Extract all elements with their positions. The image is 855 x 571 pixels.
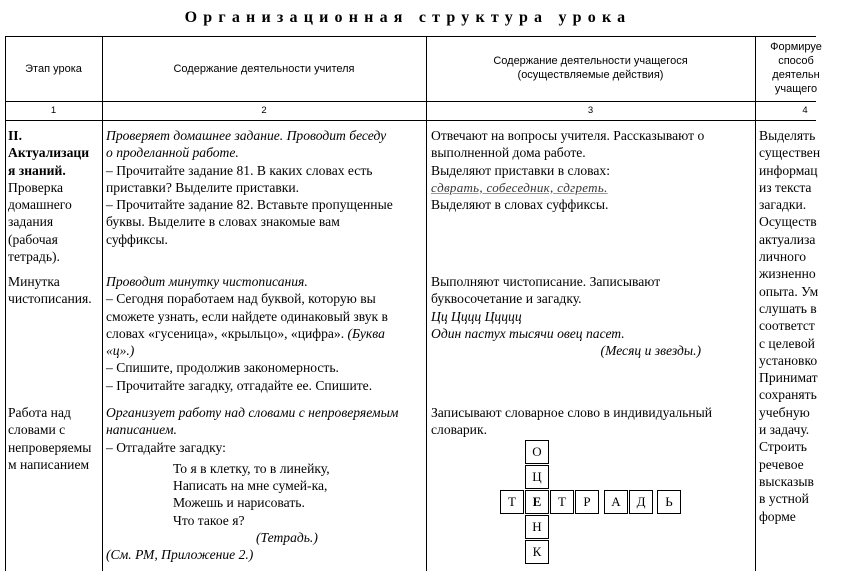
riddle-line: То я в клетку, то в линейку, (173, 460, 330, 476)
skills-line: загадки. (759, 197, 807, 213)
teacher-line: – Отгадайте загадку: (106, 439, 226, 455)
teacher-vocabulary (106, 404, 424, 564)
teacher-line: «ц».) (106, 343, 135, 359)
header-skills (756, 40, 836, 96)
teacher-line: Проверяет домашнее задание. Проводит беседу (106, 128, 387, 143)
stage-line-2: домашнего (8, 197, 72, 213)
column-divider-1 (102, 36, 103, 571)
riddle-text: Один пастух тысячи овец пасет. (431, 325, 625, 341)
handwritten-words: сдврать, собеседник, сдгреть. (431, 179, 608, 195)
student-line: буквосочетание и загадку. (431, 291, 582, 307)
crossword-cell: Ь (657, 490, 681, 514)
header-student-line2: (осуществляемые действия) (517, 69, 664, 81)
skills-line: с целевой (759, 335, 815, 351)
header-student-line1: Содержание деятельности учащегося (493, 55, 688, 67)
teacher-line: сможете узнать, если найдете одинаковый звук в (106, 308, 388, 324)
header-stage: Этап урока (25, 63, 82, 75)
stage-line-2: чистописания. (8, 291, 92, 307)
calligraphy-sample: Цц Цццц Ццццц (431, 308, 522, 324)
crossword-cell: Е (525, 490, 549, 514)
header-student (426, 54, 755, 82)
skills-line: соответст (759, 318, 815, 334)
teacher-line (106, 325, 424, 342)
teacher-line: написанием. (106, 422, 177, 438)
stage-line-5: тетрадь). (8, 249, 60, 265)
student-line: Записывают словарное слово в индивидуальный (431, 405, 713, 420)
crossword-cell: А (604, 490, 628, 514)
riddle-line: Что такое я? (173, 512, 245, 528)
student-homework (431, 127, 753, 213)
skills-line: информац (759, 162, 818, 178)
skills-line: существен (759, 145, 821, 161)
header-skills-line4: учащего (774, 83, 818, 95)
riddle-answer: (Тетрадь.) (256, 530, 318, 546)
student-vocabulary (431, 404, 753, 439)
riddle-line: Можешь и нарисовать. (173, 495, 305, 511)
teacher-line: – Прочитайте задание 81. В каких словах есть (106, 162, 373, 178)
stage-vocabulary (8, 404, 102, 473)
table-border-left (5, 36, 6, 571)
reference-note: (См. РМ, Приложение 2.) (106, 547, 254, 563)
skills-line: Осуществ (759, 214, 817, 230)
skills-line: в устной (759, 491, 809, 507)
skills-line: установко (759, 352, 818, 368)
skills-line: форме (759, 508, 796, 524)
student-line: Выделяют приставки в словах: (431, 162, 610, 178)
skills-line: слушать в (759, 300, 817, 316)
teacher-calligraphy (106, 273, 424, 394)
stage-actualization (8, 127, 102, 265)
header-skills-line3: деятельн (772, 69, 820, 81)
stage-roman: II. (8, 128, 22, 143)
page-title: Организационная структура урока (184, 9, 632, 26)
riddle-line: Написать на мне сумей-ка, (173, 478, 328, 494)
student-line: выполненной дома работе. (431, 145, 586, 161)
teacher-line: – Сегодня поработаем над буквой, которую вы (106, 291, 376, 307)
skills-line: из текста (759, 179, 812, 195)
crossword-cell: Р (575, 490, 599, 514)
skills-line: жизненно (759, 266, 816, 282)
teacher-line: – Прочитайте загадку, отгадайте ее. Спишите. (106, 377, 373, 393)
teacher-line: буквы. Выделите в словах знакомые вам (106, 214, 340, 230)
column-number-2: 2 (261, 105, 267, 116)
stage-line-2: словами с (8, 422, 66, 438)
student-line: Отвечают на вопросы учителя. Рассказывают о (431, 128, 705, 143)
riddle-answer: (Месяц и звезды.) (600, 343, 701, 359)
stage-bold-1: Актуализаци (8, 145, 90, 161)
crossword-cell: К (525, 540, 549, 564)
teacher-line: – Прочитайте задание 82. Вставьте пропущенные (106, 197, 393, 213)
student-line: Выделяют в словах суффиксы. (431, 197, 609, 213)
skills-line: опыта. Ум (759, 283, 819, 299)
column-divider-3 (755, 36, 756, 571)
student-line: словарик. (431, 422, 487, 438)
stage-line-1: Минутка (8, 274, 60, 289)
student-line: Выполняют чистописание. Записывают (431, 274, 661, 289)
column-number-3: 3 (587, 105, 594, 116)
teacher-line: приставки? Выделите приставки. (106, 179, 300, 195)
teacher-line: о проделанной работе. (106, 145, 239, 161)
stage-line-4: (рабочая (8, 231, 58, 247)
teacher-answer: (Буква (344, 325, 385, 341)
stage-line-3: непроверяемы (8, 439, 92, 455)
column-number-4: 4 (802, 105, 808, 116)
header-skills-line1: Формируе (770, 41, 822, 53)
crossword-cell: О (525, 440, 549, 464)
crossword-cell: Т (550, 490, 574, 514)
teacher-line: суффиксы. (106, 231, 168, 247)
skills-line: высказыв (759, 473, 814, 489)
skills-line: учебную (759, 404, 810, 420)
teacher-homework (106, 127, 424, 248)
crossword-cell: Д (629, 490, 653, 514)
header-divider (5, 101, 816, 102)
skills-line: Строить (759, 439, 808, 455)
stage-line-1: Работа над (8, 405, 71, 420)
stage-line-4: м написанием (8, 456, 90, 472)
teacher-line: Организует работу над словами с непроверяемым (106, 405, 399, 420)
student-calligraphy (431, 273, 753, 359)
stage-line-1: Проверка (8, 179, 64, 195)
skills-line: сохранять (759, 387, 817, 403)
skills-column (759, 127, 821, 525)
stage-line-3: задания (8, 214, 54, 230)
crossword-cell: Ц (525, 465, 549, 489)
crossword-cell: Т (500, 490, 524, 514)
skills-line: речевое (759, 456, 804, 472)
skills-line: личного (759, 249, 807, 265)
number-row-divider (5, 120, 816, 121)
teacher-words: словах «гусеница», «крыльцо», «цифра». (106, 325, 345, 341)
table-border-top (5, 36, 816, 37)
teacher-line: – Спишите, продолжив закономерность. (106, 360, 339, 376)
teacher-line: Проводит минутку чистописания. (106, 274, 308, 289)
skills-line: Выделять (759, 128, 816, 143)
column-number-1: 1 (50, 105, 57, 116)
header-teacher: Содержание деятельности учителя (173, 63, 355, 75)
stage-calligraphy (8, 273, 102, 308)
crossword-cell: Н (525, 515, 549, 539)
skills-line: и задачу. (759, 422, 810, 438)
header-skills-line2: способ (778, 55, 814, 67)
skills-line: актуализа (759, 231, 816, 247)
skills-line: Принимат (759, 370, 818, 386)
column-divider-2 (426, 36, 427, 571)
stage-bold-2: я знаний. (8, 162, 66, 178)
